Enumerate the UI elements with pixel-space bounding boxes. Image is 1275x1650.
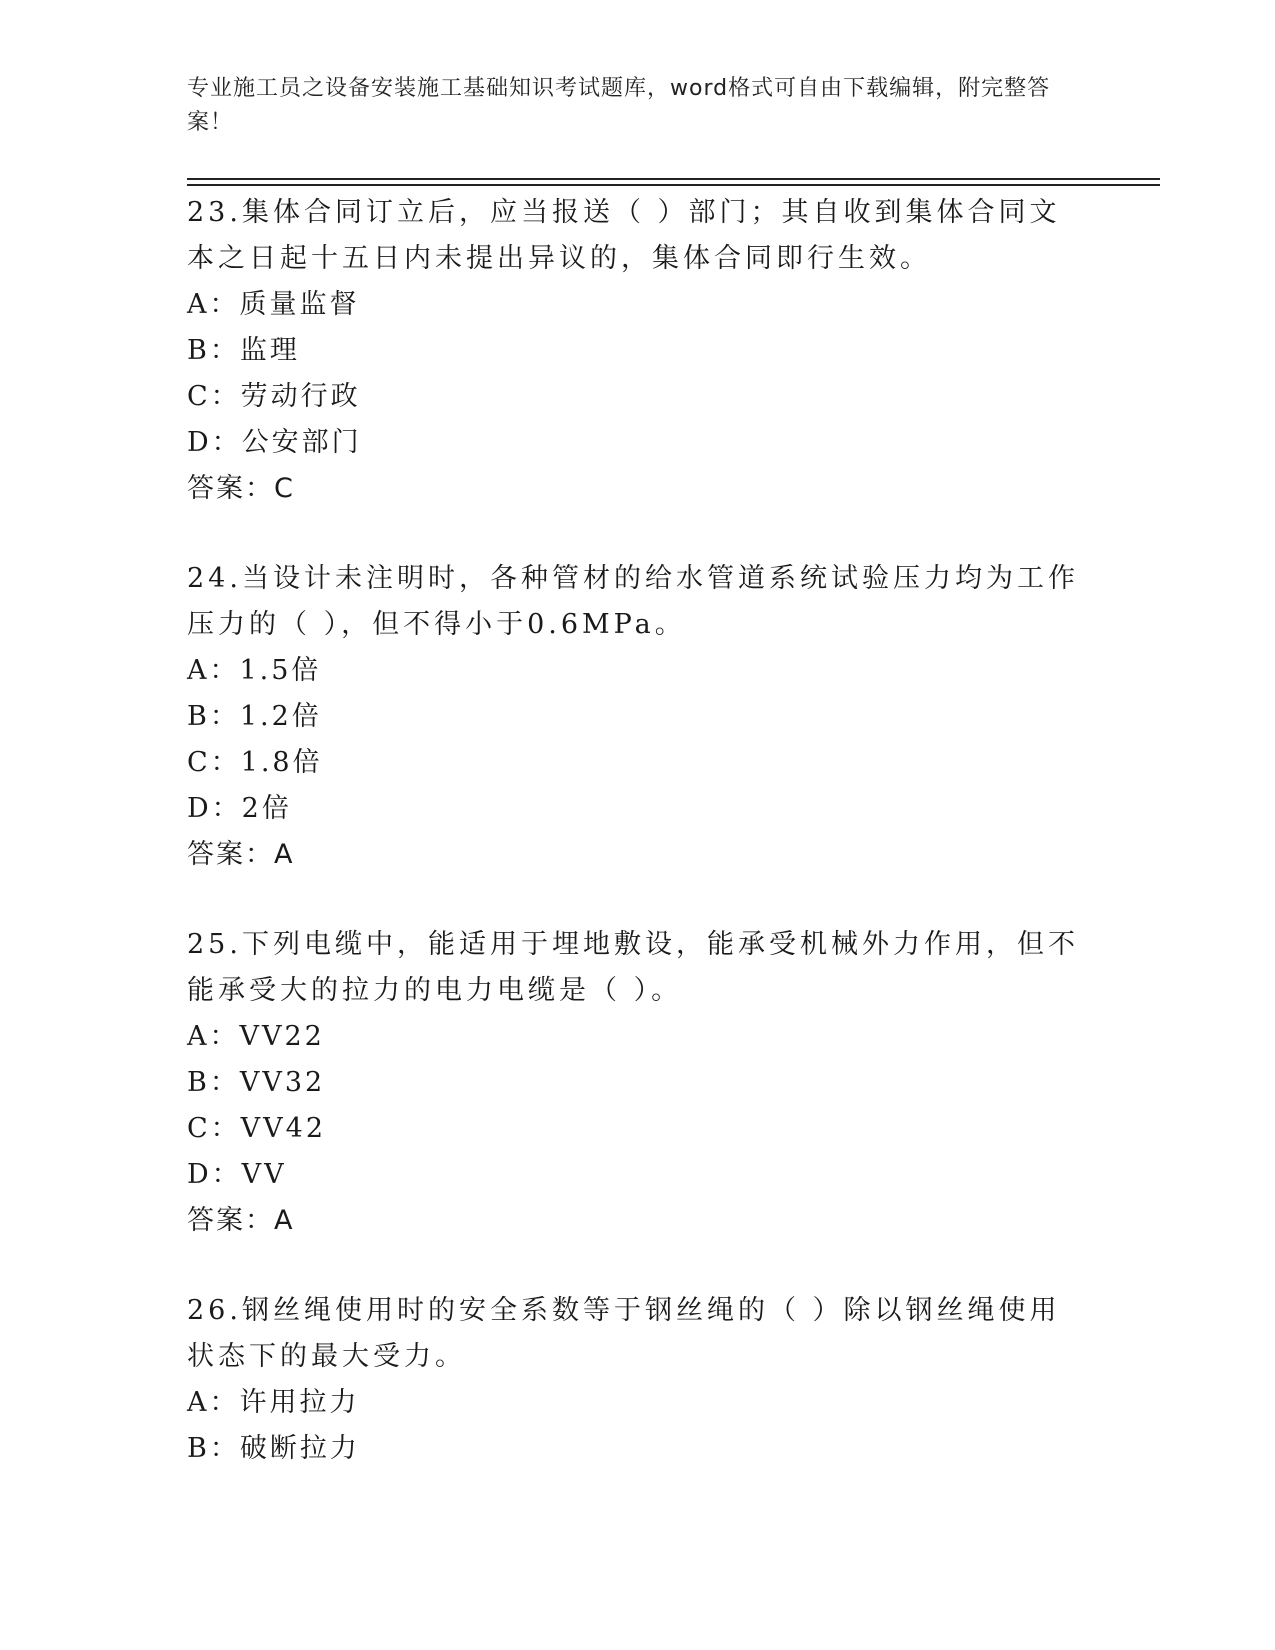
question-25 — [187, 922, 1087, 1244]
option-c: C：劳动行政 — [187, 381, 361, 412]
option-a: A：1.5倍 — [187, 655, 322, 686]
option-b: B：1.2倍 — [187, 701, 322, 732]
option-c: C：VV42 — [187, 1113, 327, 1144]
header-divider-top — [187, 178, 1160, 180]
question-stem: 25.下列电缆中，能适用于埋地敷设，能承受机械外力作用，但不能承受大的拉力的电力电缆是（ ）。 — [187, 929, 1079, 1006]
document-header: 专业施工员之设备安装施工基础知识考试题库，word格式可自由下载编辑，附完整答案！ — [187, 76, 1051, 135]
option-a: A：VV22 — [187, 1021, 325, 1052]
question-24 — [187, 556, 1087, 878]
option-d: D：2倍 — [187, 793, 292, 824]
question-stem: 26.钢丝绳使用时的安全系数等于钢丝绳的（ ）除以钢丝绳使用状态下的最大受力。 — [187, 1295, 1061, 1372]
option-a: A：许用拉力 — [187, 1387, 360, 1418]
answer: 答案：A — [187, 1205, 295, 1236]
answer: 答案：C — [187, 473, 295, 504]
option-b: B：监理 — [187, 335, 300, 366]
question-23 — [187, 190, 1087, 512]
option-a: A：质量监督 — [187, 289, 360, 320]
header-divider-bottom — [187, 184, 1160, 186]
option-b: B：破断拉力 — [187, 1433, 360, 1464]
option-d: D：公安部门 — [187, 427, 362, 458]
option-d: D：VV — [187, 1159, 287, 1190]
question-stem: 24.当设计未注明时，各种管材的给水管道系统试验压力均为工作压力的（ ），但不得小于0.6MPa。 — [187, 563, 1079, 640]
answer: 答案：A — [187, 839, 295, 870]
question-26 — [187, 1288, 1087, 1472]
option-b: B：VV32 — [187, 1067, 326, 1098]
question-stem: 23.集体合同订立后，应当报送（ ）部门；其自收到集体合同文本之日起十五日内未提出异议的，集体合同即行生效。 — [187, 197, 1061, 274]
option-c: C：1.8倍 — [187, 747, 323, 778]
